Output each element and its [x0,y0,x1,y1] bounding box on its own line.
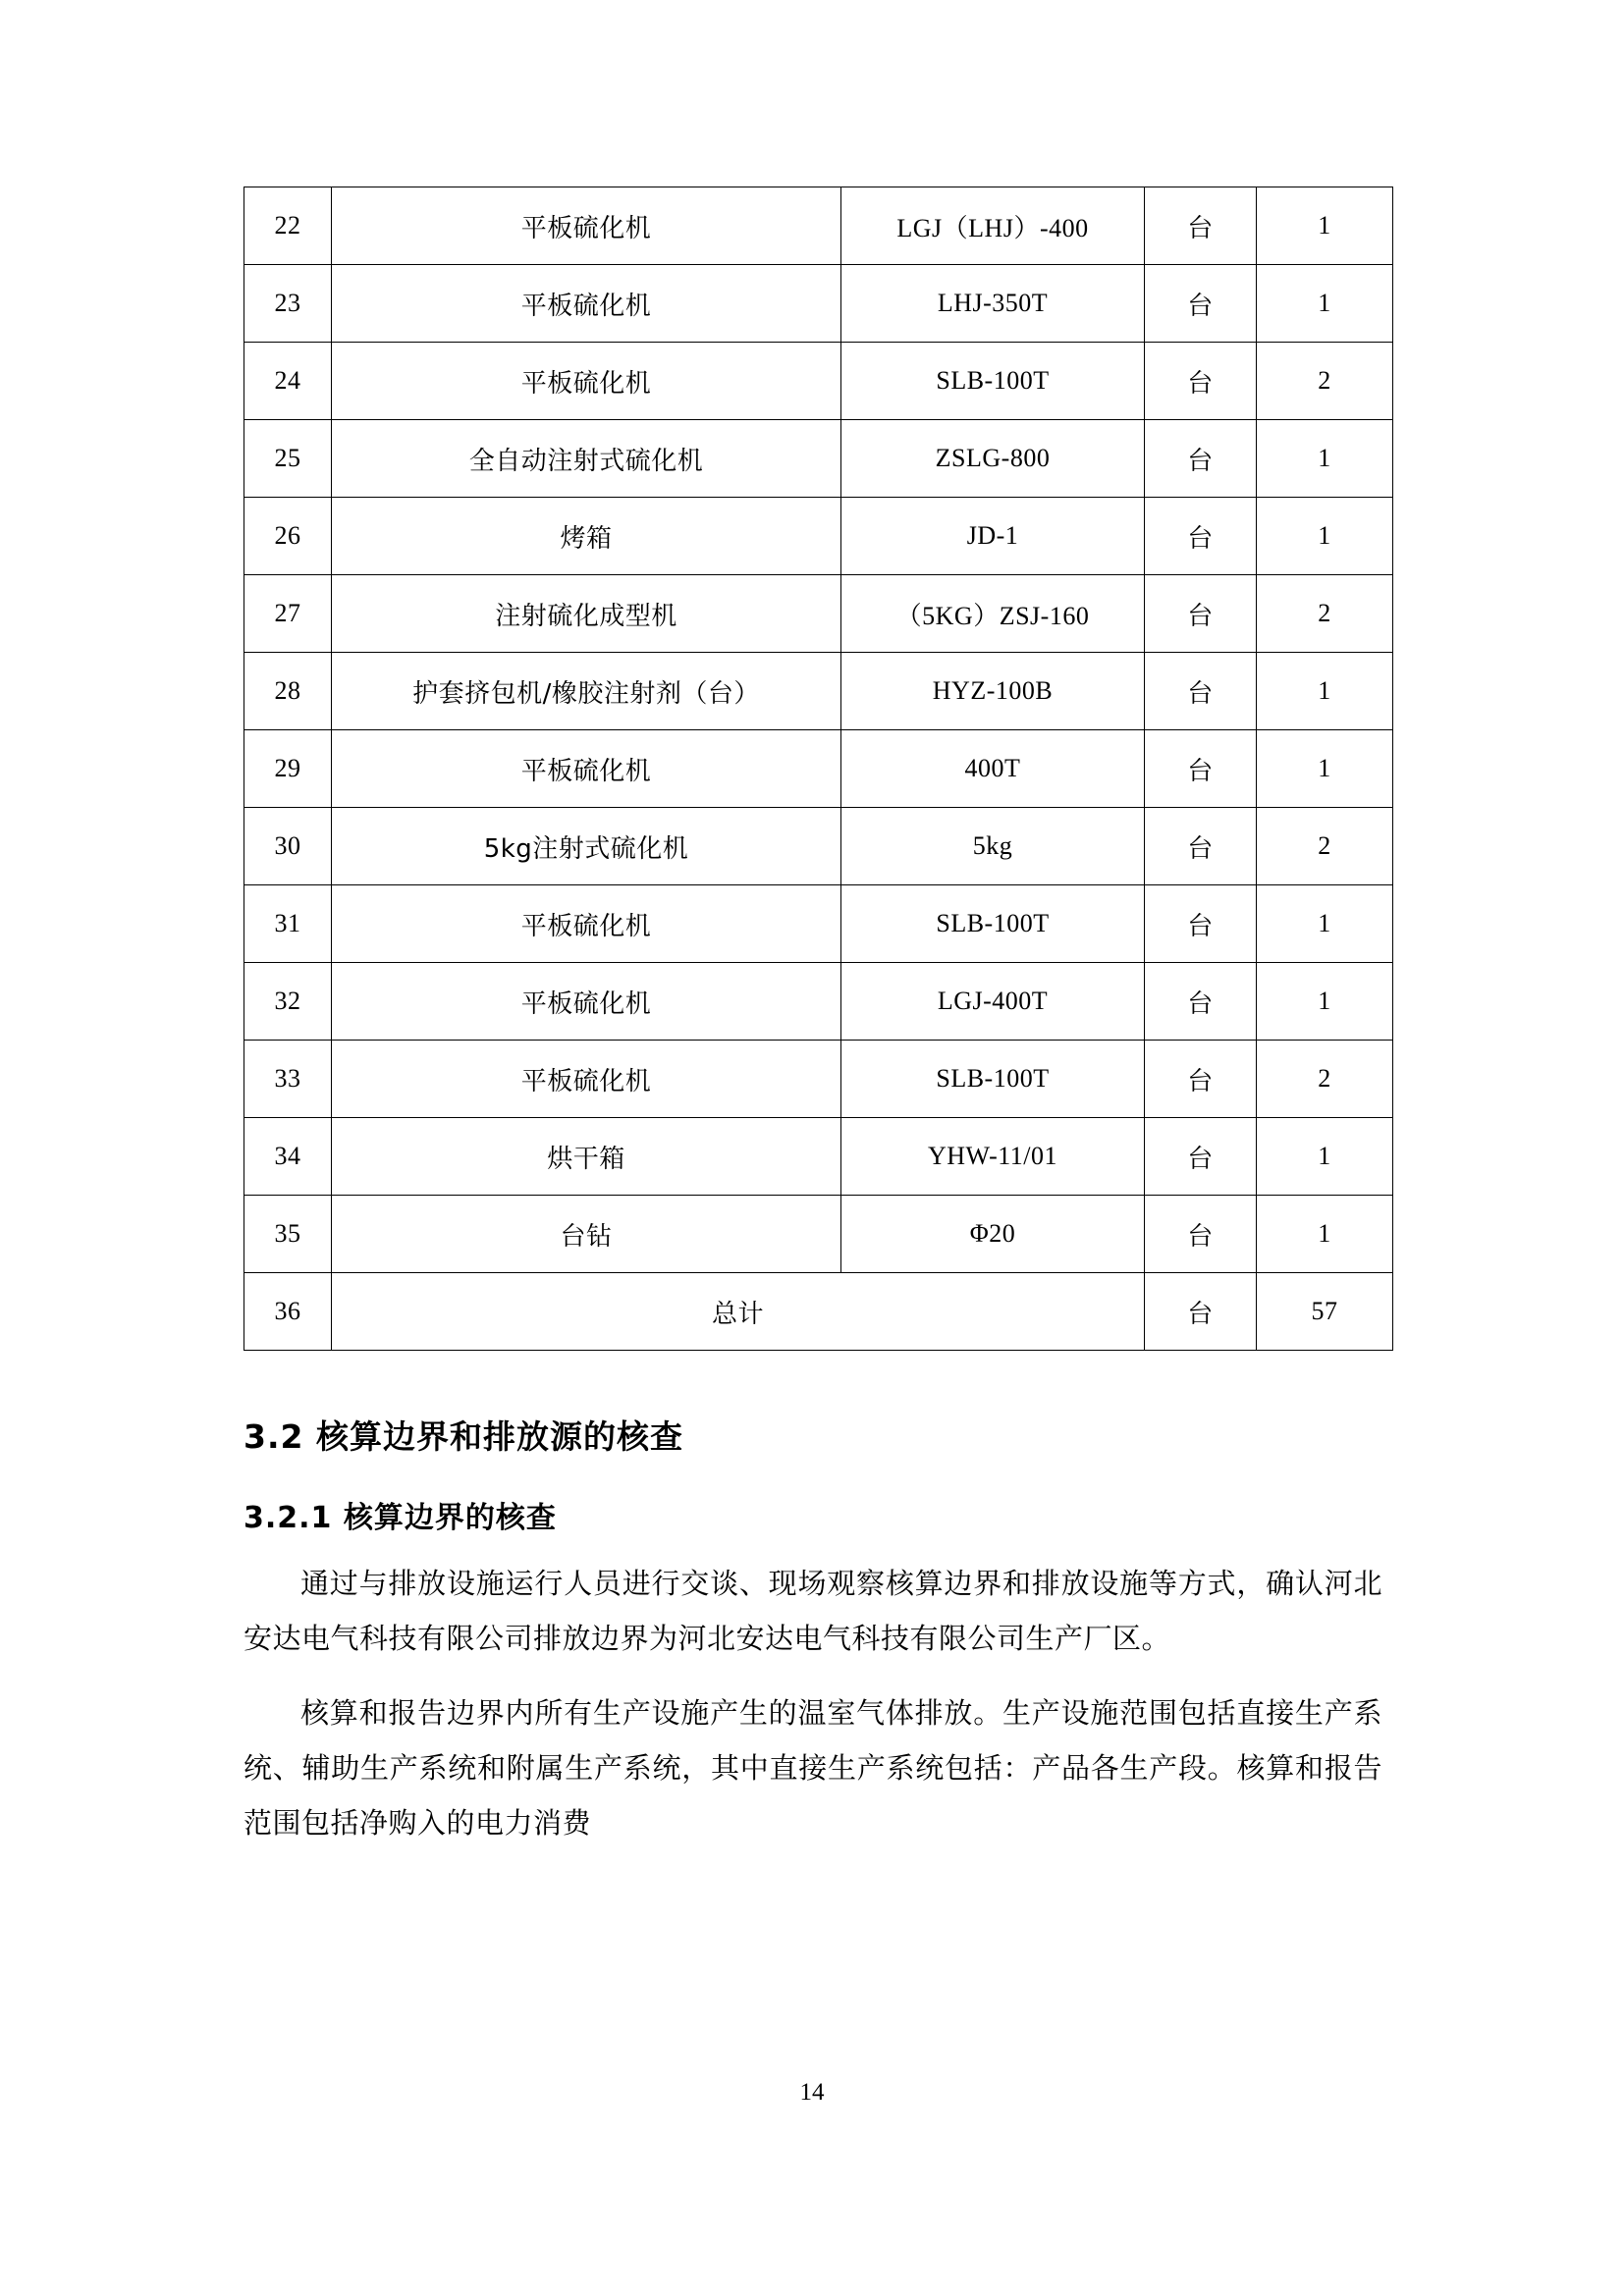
cell-unit: 台 [1145,1041,1257,1118]
cell-name: 烘干箱 [332,1118,841,1196]
cell-qty: 1 [1257,885,1393,963]
cell-unit: 台 [1145,575,1257,653]
cell-no: 29 [244,730,332,808]
cell-unit: 台 [1145,343,1257,420]
cell-name: 5kg注射式硫化机 [332,808,841,885]
cell-qty: 2 [1257,808,1393,885]
cell-unit: 台 [1145,1273,1257,1351]
cell-model: Φ20 [841,1196,1145,1273]
table-row [244,498,1393,575]
table-row [244,653,1393,730]
table-row [244,420,1393,498]
equipment-table [244,187,1393,1351]
body-paragraph-1: 通过与排放设施运行人员进行交谈、现场观察核算边界和排放设施等方式，确认河北安达电气科技有限公司排放边界为河北安达电气科技有限公司生产厂区。 [244,1567,1382,1655]
cell-unit: 台 [1145,653,1257,730]
table-total-row [244,1273,1393,1351]
cell-qty: 1 [1257,653,1393,730]
cell-unit: 台 [1145,420,1257,498]
cell-unit: 台 [1145,498,1257,575]
table-row [244,1041,1393,1118]
table-row [244,265,1393,343]
cell-unit: 台 [1145,963,1257,1041]
cell-unit: 台 [1145,1118,1257,1196]
cell-model: LGJ（LHJ）-400 [841,187,1145,265]
cell-model: LGJ-400T [841,963,1145,1041]
cell-qty: 2 [1257,343,1393,420]
table-row [244,885,1393,963]
cell-unit: 台 [1145,730,1257,808]
cell-qty: 1 [1257,265,1393,343]
cell-model: SLB-100T [841,1041,1145,1118]
cell-name: 护套挤包机/橡胶注射剂（台） [332,653,841,730]
table-row [244,575,1393,653]
cell-no: 22 [244,187,332,265]
cell-model: YHW-11/01 [841,1118,1145,1196]
cell-name: 烤箱 [332,498,841,575]
cell-qty: 1 [1257,1118,1393,1196]
cell-unit: 台 [1145,265,1257,343]
table-row [244,1118,1393,1196]
section-heading-3-2-1: 3.2.1 核算边界的核查 [244,1501,557,1535]
table-row [244,963,1393,1041]
cell-name: 平板硫化机 [332,885,841,963]
cell-no: 31 [244,885,332,963]
cell-qty: 1 [1257,420,1393,498]
table-row [244,1196,1393,1273]
page-content [244,187,1382,1850]
cell-model: LHJ-350T [841,265,1145,343]
cell-model: HYZ-100B [841,653,1145,730]
cell-model: JD-1 [841,498,1145,575]
cell-no: 24 [244,343,332,420]
cell-no: 33 [244,1041,332,1118]
cell-no: 25 [244,420,332,498]
cell-name: 平板硫化机 [332,343,841,420]
cell-model: SLB-100T [841,885,1145,963]
table-row [244,343,1393,420]
cell-model: ZSLG-800 [841,420,1145,498]
cell-name: 平板硫化机 [332,265,841,343]
body-paragraph-2: 核算和报告边界内所有生产设施产生的温室气体排放。生产设施范围包括直接生产系统、辅助生产系统和附属生产系统，其中直接生产系统包括：产品各生产段。核算和报告范围包括净购入的电力消费 [244,1696,1382,1840]
cell-name: 平板硫化机 [332,1041,841,1118]
cell-name: 全自动注射式硫化机 [332,420,841,498]
table-body [244,187,1393,1351]
page-number: 14 [799,2079,825,2106]
table-row [244,808,1393,885]
cell-no: 26 [244,498,332,575]
cell-unit: 台 [1145,187,1257,265]
cell-model: 400T [841,730,1145,808]
cell-no: 27 [244,575,332,653]
cell-no: 28 [244,653,332,730]
cell-qty: 57 [1257,1273,1393,1351]
cell-unit: 台 [1145,1196,1257,1273]
cell-name: 平板硫化机 [332,963,841,1041]
cell-no: 23 [244,265,332,343]
cell-unit: 台 [1145,885,1257,963]
cell-qty: 2 [1257,1041,1393,1118]
cell-qty: 1 [1257,498,1393,575]
cell-no: 34 [244,1118,332,1196]
cell-model: （5KG）ZSJ-160 [841,575,1145,653]
cell-name: 台钻 [332,1196,841,1273]
cell-no: 35 [244,1196,332,1273]
cell-model: SLB-100T [841,343,1145,420]
cell-qty: 2 [1257,575,1393,653]
cell-qty: 1 [1257,1196,1393,1273]
table-row [244,187,1393,265]
cell-qty: 1 [1257,730,1393,808]
cell-unit: 台 [1145,808,1257,885]
cell-name: 平板硫化机 [332,187,841,265]
cell-model: 5kg [841,808,1145,885]
cell-no: 32 [244,963,332,1041]
table-row [244,730,1393,808]
cell-qty: 1 [1257,963,1393,1041]
cell-no: 30 [244,808,332,885]
cell-qty: 1 [1257,187,1393,265]
cell-name: 注射硫化成型机 [332,575,841,653]
cell-total-label: 总计 [332,1273,1145,1351]
section-heading-3-2: 3.2 核算边界和排放源的核查 [244,1417,683,1456]
cell-name: 平板硫化机 [332,730,841,808]
cell-no: 36 [244,1273,332,1351]
